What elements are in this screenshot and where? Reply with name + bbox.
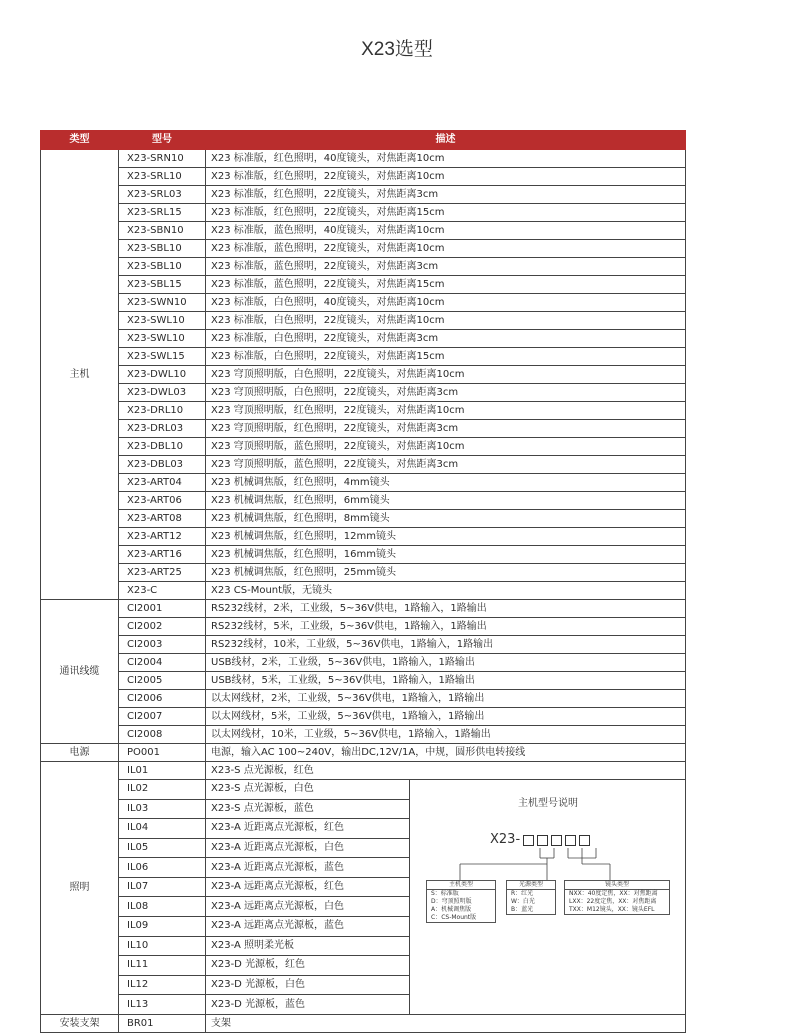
legend-key-header: 镜头类型 xyxy=(565,881,669,890)
desc-cell: X23 穹顶照明版，蓝色照明，22度镜头，对焦距离3cm xyxy=(206,456,686,474)
table-row xyxy=(41,618,686,636)
desc-cell: X23-A 近距离点光源板，蓝色 xyxy=(206,858,410,878)
table-row xyxy=(41,456,686,474)
model-cell: X23-SRL10 xyxy=(119,168,206,186)
model-cell: IL03 xyxy=(119,799,206,819)
model-cell: IL06 xyxy=(119,858,206,878)
desc-cell: X23 标准版，蓝色照明，40度镜头，对焦距离10cm xyxy=(206,222,686,240)
table-row xyxy=(41,168,686,186)
desc-cell: X23 穹顶照明版，白色照明，22度镜头，对焦距离10cm xyxy=(206,366,686,384)
table-row xyxy=(41,438,686,456)
table-row xyxy=(41,654,686,672)
desc-cell: X23 标准版，蓝色照明，22度镜头，对焦距离10cm xyxy=(206,240,686,258)
table-row xyxy=(41,744,686,762)
desc-cell: X23 机械调焦版，红色照明，6mm镜头 xyxy=(206,492,686,510)
legend-key-box xyxy=(506,880,556,915)
table-row xyxy=(41,294,686,312)
table-row xyxy=(41,222,686,240)
model-cell: IL09 xyxy=(119,917,206,937)
model-cell: CI2004 xyxy=(119,654,206,672)
table-row xyxy=(41,384,686,402)
category-cell: 电源 xyxy=(41,744,119,762)
desc-cell: X23-A 近距离点光源板，白色 xyxy=(206,838,410,858)
model-cell: IL05 xyxy=(119,838,206,858)
model-cell: X23-SWL15 xyxy=(119,348,206,366)
table-row xyxy=(41,348,686,366)
model-cell: CI2007 xyxy=(119,708,206,726)
desc-cell: X23 穹顶照明版，蓝色照明，22度镜头，对焦距离10cm xyxy=(206,438,686,456)
legend-key-item: C：CS-Mount版 xyxy=(431,914,477,921)
table-row xyxy=(41,204,686,222)
desc-cell: X23-A 远距离点光源板，蓝色 xyxy=(206,917,410,937)
desc-cell: X23 穹顶照明版，白色照明，22度镜头，对焦距离3cm xyxy=(206,384,686,402)
model-cell: X23-C xyxy=(119,582,206,600)
table-row xyxy=(41,726,686,744)
model-cell: X23-ART25 xyxy=(119,564,206,582)
desc-cell: X23-A 照明柔光板 xyxy=(206,936,410,956)
desc-cell: X23-A 远距离点光源板，白色 xyxy=(206,897,410,917)
desc-cell: 以太网线材，5米，工业级，5~36V供电，1路输入，1路输出 xyxy=(206,708,686,726)
desc-cell: X23-S 点光源板，白色 xyxy=(206,780,410,800)
desc-cell: USB线材，5米，工业级，5~36V供电，1路输入，1路输出 xyxy=(206,672,686,690)
header-category: 类型 xyxy=(41,131,119,150)
category-cell: 安装支架 xyxy=(41,1015,119,1033)
model-cell: X23-SBN10 xyxy=(119,222,206,240)
desc-cell: X23 标准版，白色照明，22度镜头，对焦距离15cm xyxy=(206,348,686,366)
model-cell: X23-ART06 xyxy=(119,492,206,510)
category-cell: 照明 xyxy=(41,762,119,1015)
table-header-row xyxy=(41,131,686,150)
model-cell: IL08 xyxy=(119,897,206,917)
table-row xyxy=(41,780,686,800)
model-cell: CI2002 xyxy=(119,618,206,636)
model-cell: X23-ART16 xyxy=(119,546,206,564)
table-row xyxy=(41,240,686,258)
model-cell: IL07 xyxy=(119,877,206,897)
model-cell: X23-SBL15 xyxy=(119,276,206,294)
table-row xyxy=(41,258,686,276)
legend-key-item: R：红光 xyxy=(511,890,534,897)
model-legend-cell xyxy=(410,780,686,1015)
desc-cell: X23 穹顶照明版，红色照明，22度镜头，对焦距离3cm xyxy=(206,420,686,438)
table-row xyxy=(41,312,686,330)
model-cell: BR01 xyxy=(119,1015,206,1033)
model-cell: X23-ART04 xyxy=(119,474,206,492)
category-cell: 通讯线缆 xyxy=(41,600,119,744)
table-row xyxy=(41,150,686,168)
table-row xyxy=(41,276,686,294)
table-row xyxy=(41,1015,686,1033)
model-cell: X23-SBL10 xyxy=(119,240,206,258)
desc-cell: X23 标准版，红色照明，22度镜头，对焦距离3cm xyxy=(206,186,686,204)
model-cell: IL13 xyxy=(119,995,206,1015)
desc-cell: RS232线材，5米，工业级，5~36V供电，1路输入，1路输出 xyxy=(206,618,686,636)
desc-cell: X23-D 光源板，白色 xyxy=(206,975,410,995)
model-cell: PO001 xyxy=(119,744,206,762)
model-cell: X23-SWL10 xyxy=(119,312,206,330)
desc-cell: X23-A 远距离点光源板，红色 xyxy=(206,877,410,897)
legend-key-box xyxy=(426,880,496,923)
model-cell: X23-DRL03 xyxy=(119,420,206,438)
model-cell: X23-DBL10 xyxy=(119,438,206,456)
desc-cell: X23 标准版，白色照明，22度镜头，对焦距离10cm xyxy=(206,312,686,330)
table-row xyxy=(41,366,686,384)
legend-model-prefix: X23- xyxy=(490,832,521,847)
model-cell: IL11 xyxy=(119,956,206,976)
header-desc: 描述 xyxy=(206,131,686,150)
table-row xyxy=(41,492,686,510)
desc-cell: RS232线材，10米，工业级，5~36V供电，1路输入，1路输出 xyxy=(206,636,686,654)
desc-cell: X23-D 光源板，蓝色 xyxy=(206,995,410,1015)
model-cell: X23-SRL15 xyxy=(119,204,206,222)
model-cell: X23-SBL10 xyxy=(119,258,206,276)
desc-cell: X23 标准版，白色照明，40度镜头，对焦距离10cm xyxy=(206,294,686,312)
table-row xyxy=(41,528,686,546)
model-cell: IL02 xyxy=(119,780,206,800)
legend-key-item: A：机械调焦版 xyxy=(431,906,472,913)
page-title: X23选型 xyxy=(361,39,433,60)
desc-cell: X23 标准版，蓝色照明，22度镜头，对焦距离3cm xyxy=(206,258,686,276)
desc-cell: 电源，输入AC 100~240V，输出DC,12V/1A，中规，圆形供电转接线 xyxy=(206,744,686,762)
desc-cell: X23 机械调焦版，红色照明，16mm镜头 xyxy=(206,546,686,564)
model-cell: IL12 xyxy=(119,975,206,995)
table-row xyxy=(41,330,686,348)
model-cell: X23-SWN10 xyxy=(119,294,206,312)
table-row xyxy=(41,546,686,564)
desc-cell: X23 标准版，蓝色照明，22度镜头，对焦距离15cm xyxy=(206,276,686,294)
desc-cell: X23 机械调焦版，红色照明，4mm镜头 xyxy=(206,474,686,492)
table-row xyxy=(41,636,686,654)
model-cell: CI2006 xyxy=(119,690,206,708)
table-row xyxy=(41,474,686,492)
model-cell: CI2005 xyxy=(119,672,206,690)
legend-key-item: W：白光 xyxy=(511,898,535,905)
legend-title: 主机型号说明 xyxy=(518,798,578,809)
desc-cell: X23 标准版，红色照明，40度镜头，对焦距离10cm xyxy=(206,150,686,168)
table-row xyxy=(41,186,686,204)
desc-cell: 以太网线材，2米，工业级，5~36V供电，1路输入，1路输出 xyxy=(206,690,686,708)
model-cell: X23-DWL03 xyxy=(119,384,206,402)
model-cell: X23-ART08 xyxy=(119,510,206,528)
legend-key-header: 光源类型 xyxy=(507,881,555,890)
table-row xyxy=(41,510,686,528)
model-cell: X23-SRN10 xyxy=(119,150,206,168)
desc-cell: USB线材，2米，工业级，5~36V供电，1路输入，1路输出 xyxy=(206,654,686,672)
model-cell: CI2001 xyxy=(119,600,206,618)
table-row xyxy=(41,420,686,438)
model-cell: CI2003 xyxy=(119,636,206,654)
desc-cell: X23-A 近距离点光源板，红色 xyxy=(206,819,410,839)
desc-cell: X23 标准版，红色照明，22度镜头，对焦距离10cm xyxy=(206,168,686,186)
table-row xyxy=(41,690,686,708)
header-model: 型号 xyxy=(119,131,206,150)
legend-key-item: B：蓝光 xyxy=(511,906,534,913)
model-cell: X23-DWL10 xyxy=(119,366,206,384)
legend-key-item: S：标准版 xyxy=(431,890,459,897)
table-row xyxy=(41,564,686,582)
legend-key-box xyxy=(564,880,670,915)
model-cell: X23-ART12 xyxy=(119,528,206,546)
category-cell: 主机 xyxy=(41,150,119,600)
model-cell: IL04 xyxy=(119,819,206,839)
legend-key-item: D：穹顶照明版 xyxy=(431,898,472,905)
desc-cell: X23 机械调焦版，红色照明，25mm镜头 xyxy=(206,564,686,582)
table-body xyxy=(41,150,686,1033)
legend-key-item: NXX：40度定焦，XX：对焦距离 xyxy=(569,890,658,897)
desc-cell: X23-S 点光源板，蓝色 xyxy=(206,799,410,819)
table-row xyxy=(41,708,686,726)
table-row xyxy=(41,600,686,618)
model-cell: X23-SRL03 xyxy=(119,186,206,204)
legend-key-header: 主机类型 xyxy=(427,881,495,890)
legend-key-item: LXX：22度定焦，XX：对焦距离 xyxy=(569,898,657,905)
desc-cell: 以太网线材，10米，工业级，5~36V供电，1路输入，1路输出 xyxy=(206,726,686,744)
model-cell: IL01 xyxy=(119,762,206,780)
selection-table xyxy=(40,130,686,1033)
model-cell: IL10 xyxy=(119,936,206,956)
legend-key-item: TXX：M12镜头，XX：镜头EFL xyxy=(569,906,655,913)
table-row xyxy=(41,762,686,780)
model-cell: CI2008 xyxy=(119,726,206,744)
desc-cell: X23 穹顶照明版，红色照明，22度镜头，对焦距离10cm xyxy=(206,402,686,420)
model-cell: X23-DBL03 xyxy=(119,456,206,474)
model-legend xyxy=(410,780,686,1014)
desc-cell: X23 机械调焦版，红色照明，12mm镜头 xyxy=(206,528,686,546)
desc-cell: RS232线材，2米，工业级，5~36V供电，1路输入，1路输出 xyxy=(206,600,686,618)
desc-cell: X23 机械调焦版，红色照明，8mm镜头 xyxy=(206,510,686,528)
table-row xyxy=(41,582,686,600)
table-row xyxy=(41,672,686,690)
desc-cell: X23 标准版，红色照明，22度镜头，对焦距离15cm xyxy=(206,204,686,222)
desc-cell: X23-S 点光源板，红色 xyxy=(206,762,686,780)
desc-cell: 支架 xyxy=(206,1015,686,1033)
desc-cell: X23 标准版，白色照明，22度镜头，对焦距离3cm xyxy=(206,330,686,348)
desc-cell: X23-D 光源板，红色 xyxy=(206,956,410,976)
model-cell: X23-DRL10 xyxy=(119,402,206,420)
model-cell: X23-SWL10 xyxy=(119,330,206,348)
table-row xyxy=(41,402,686,420)
desc-cell: X23 CS-Mount版，无镜头 xyxy=(206,582,686,600)
